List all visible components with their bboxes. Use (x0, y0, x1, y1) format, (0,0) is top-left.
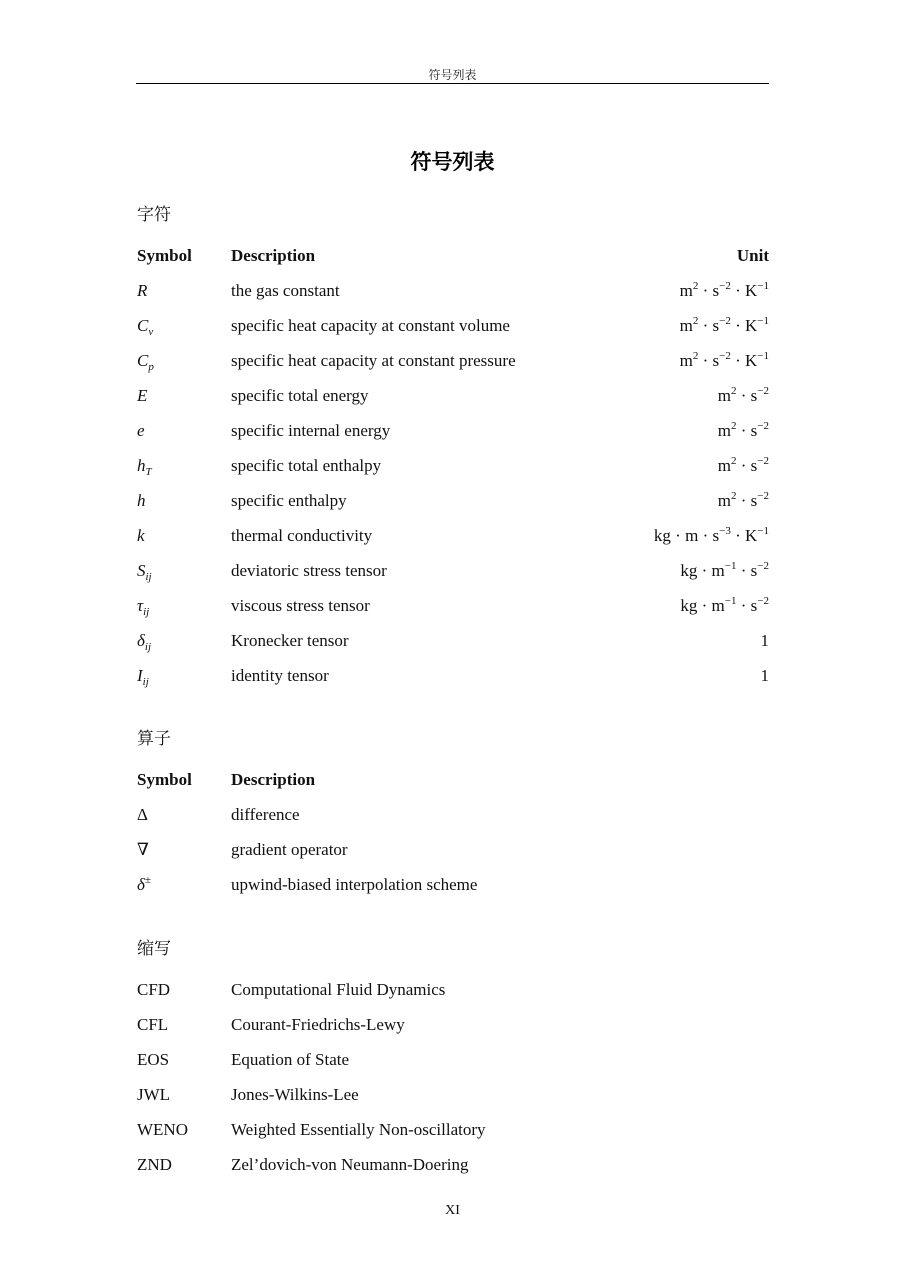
unit-base: m (717, 421, 731, 440)
abbreviation-cell: EOS (137, 1050, 170, 1069)
table-row (137, 279, 769, 303)
unit-exponent: −2 (719, 280, 731, 292)
description-cell: Zel’dovich-von Neumann-Doering (231, 1155, 469, 1174)
symbol-subscript: T (145, 466, 152, 478)
description-cell: specific total enthalpy (231, 456, 382, 475)
section-heading-abbreviations: 缩写 (137, 939, 171, 959)
unit-base: s (750, 491, 758, 510)
column-header-symbol: Symbol (137, 770, 192, 789)
unit-exponent: 2 (730, 455, 737, 467)
table-row (137, 419, 769, 443)
column-header-description: Description (231, 770, 316, 789)
symbol-cell (137, 873, 151, 897)
unit-exponent: −1 (757, 350, 769, 362)
symbol-main: C (137, 316, 149, 335)
symbol-cell (137, 594, 149, 618)
column-header-description: Description (231, 246, 316, 265)
description-cell: thermal conductivity (231, 526, 373, 545)
unit-exponent: 2 (730, 420, 737, 432)
unit-cell: kg · $m^{-1} \cdot s^{-2}$ (680, 560, 769, 580)
description-cell: deviatoric stress tensor (231, 561, 387, 580)
unit-exponent: −3 (719, 525, 731, 537)
unit-base: s (750, 456, 758, 475)
unit-exponent: −1 (757, 525, 769, 537)
unit-base: kg (680, 596, 698, 615)
unit-cell: $m^2 \cdot s^{-2}$ (717, 420, 769, 440)
unit-base: s (712, 351, 720, 370)
abbreviation-cell: CFL (137, 1015, 169, 1034)
table-row (137, 1083, 769, 1107)
unit-cell: kg · $m^{-1} \cdot s^{-2}$ (680, 595, 769, 615)
description-cell: Kronecker tensor (231, 631, 349, 650)
symbol-main: C (137, 351, 149, 370)
abbreviation-cell: WENO (137, 1120, 188, 1139)
symbol-cell (137, 454, 152, 478)
description-cell: upwind-biased interpolation scheme (231, 875, 478, 894)
table-row (137, 873, 769, 897)
unit-exponent: 2 (692, 315, 699, 327)
unit-exponent: −2 (757, 560, 769, 572)
characters-table-header (137, 244, 769, 268)
description-cell: Courant-Friedrichs-Lewy (231, 1015, 405, 1034)
unit-base: s (750, 421, 758, 440)
symbol-subscript: ij (145, 571, 152, 583)
unit-cell: kg · $m \cdot s^{-3} \cdot K^{-1}$ (653, 525, 769, 545)
unit-exponent: 2 (730, 385, 737, 397)
table-row (137, 524, 769, 548)
table-row (137, 314, 769, 338)
description-cell: specific total energy (231, 386, 369, 405)
unit-base: m (717, 386, 731, 405)
page-title: 符号列表 (410, 150, 495, 174)
unit-cell: $m^2 \cdot s^{-2}$ (717, 490, 769, 510)
symbol-cell (137, 419, 145, 443)
table-row (137, 384, 769, 408)
table-row (137, 349, 769, 373)
unit-exponent: −2 (719, 350, 731, 362)
unit-exponent: −2 (757, 420, 769, 432)
unit-exponent: −1 (757, 315, 769, 327)
unit-cell (761, 629, 770, 653)
symbol-main: h (137, 456, 146, 475)
unit-base: K (745, 351, 758, 370)
symbol-main: ∇ (137, 840, 149, 859)
table-row (137, 803, 769, 827)
table-row (137, 629, 769, 653)
description-cell: Equation of State (231, 1050, 350, 1069)
symbol-cell (137, 384, 147, 408)
symbol-main: e (137, 421, 145, 440)
symbol-cell (137, 559, 152, 583)
symbol-cell (137, 524, 145, 548)
unit-cell: $m^2 \cdot s^{-2}$ (717, 455, 769, 475)
symbol-subscript: p (148, 361, 154, 373)
table-row (137, 978, 769, 1002)
unit-exponent: −2 (757, 455, 769, 467)
description-cell: the gas constant (231, 281, 340, 300)
unit-base: K (745, 316, 758, 335)
symbol-cell (137, 838, 149, 862)
symbol-main: τ (137, 596, 144, 615)
symbol-main: δ (137, 631, 145, 650)
description-cell: Computational Fluid Dynamics (231, 980, 446, 999)
unit-base: m (679, 316, 693, 335)
unit-base: m (711, 596, 725, 615)
unit-exponent: −2 (719, 315, 731, 327)
symbol-main: k (137, 526, 145, 545)
unit-base: m (685, 526, 699, 545)
table-row (137, 559, 769, 583)
symbol-subscript: ij (143, 606, 150, 618)
symbol-main: R (137, 281, 148, 300)
table-row (137, 454, 769, 478)
operators-table-header (137, 768, 769, 792)
description-cell: specific internal energy (231, 421, 391, 440)
description-cell: Jones-Wilkins-Lee (231, 1085, 359, 1104)
unit-base: m (717, 491, 731, 510)
unit-base: m (711, 561, 725, 580)
table-row (137, 1153, 769, 1177)
column-header-unit: Unit (736, 246, 769, 265)
symbol-superscript: ± (144, 874, 151, 886)
table-row (137, 489, 769, 513)
unit-exponent: −2 (757, 490, 769, 502)
unit-cell: $m^2 \cdot s^{-2} \cdot K^{-1}$ (679, 280, 769, 300)
symbol-main: Δ (137, 805, 148, 824)
symbol-cell (137, 629, 151, 653)
unit-base: m (679, 351, 693, 370)
description-cell: specific heat capacity at constant volume (231, 316, 510, 335)
abbreviation-cell: JWL (137, 1085, 171, 1104)
section-heading-operators: 算子 (137, 729, 171, 749)
table-row (137, 1013, 769, 1037)
unit-base: kg (653, 526, 671, 545)
description-cell: specific enthalpy (231, 491, 347, 510)
description-cell: difference (231, 805, 300, 824)
symbol-cell (137, 314, 153, 338)
symbol-cell (137, 489, 146, 513)
page-number: XI (445, 1203, 460, 1218)
unit-base: s (750, 561, 758, 580)
symbol-cell (137, 803, 148, 827)
column-header-symbol: Symbol (137, 246, 192, 265)
unit-cell: $m^2 \cdot s^{-2}$ (717, 385, 769, 405)
unit-base: K (745, 526, 758, 545)
unit-cell: $m^2 \cdot s^{-2} \cdot K^{-1}$ (679, 315, 769, 335)
table-row (137, 594, 769, 618)
description-cell: viscous stress tensor (231, 596, 370, 615)
symbol-subscript: v (148, 326, 154, 338)
table-row (137, 664, 769, 688)
unit-base: 1 (760, 631, 769, 650)
symbol-subscript: ij (142, 676, 149, 688)
unit-cell: $m^2 \cdot s^{-2} \cdot K^{-1}$ (679, 350, 769, 370)
unit-exponent: 2 (692, 350, 699, 362)
unit-base: s (712, 281, 720, 300)
unit-base: s (750, 386, 758, 405)
description-cell: gradient operator (231, 840, 348, 859)
table-row (137, 1048, 769, 1072)
table-row (137, 1118, 769, 1142)
running-head: 符号列表 (428, 68, 477, 82)
symbol-main: E (137, 386, 148, 405)
abbreviation-cell: CFD (137, 980, 171, 999)
unit-exponent: 2 (692, 280, 699, 292)
symbol-main: I (137, 666, 143, 685)
section-heading-characters: 字符 (137, 205, 171, 225)
symbol-cell (137, 349, 154, 373)
unit-exponent: −1 (724, 595, 737, 607)
unit-base: kg (680, 561, 698, 580)
unit-base: 1 (760, 666, 769, 685)
symbol-main: h (137, 491, 146, 510)
unit-base: m (717, 456, 731, 475)
unit-exponent: −2 (757, 385, 769, 397)
description-cell: specific heat capacity at constant pressure (231, 351, 516, 370)
unit-base: s (712, 526, 720, 545)
symbol-cell (137, 279, 147, 303)
description-cell: Weighted Essentially Non-oscillatory (231, 1120, 486, 1139)
abbreviation-cell: ZND (137, 1155, 172, 1174)
unit-exponent: −2 (757, 595, 769, 607)
unit-base: K (745, 281, 758, 300)
unit-exponent: −1 (724, 560, 737, 572)
symbol-subscript: ij (144, 641, 152, 653)
symbol-cell (137, 664, 149, 688)
symbol-main: S (137, 561, 146, 580)
description-cell: identity tensor (231, 666, 329, 685)
unit-base: s (750, 596, 758, 615)
unit-cell (761, 664, 770, 688)
unit-base: s (712, 316, 720, 335)
header-rule (136, 83, 769, 84)
unit-base: m (679, 281, 693, 300)
unit-exponent: 2 (730, 490, 737, 502)
symbol-main: δ (137, 875, 145, 894)
unit-exponent: −1 (757, 280, 769, 292)
table-row (137, 838, 769, 862)
